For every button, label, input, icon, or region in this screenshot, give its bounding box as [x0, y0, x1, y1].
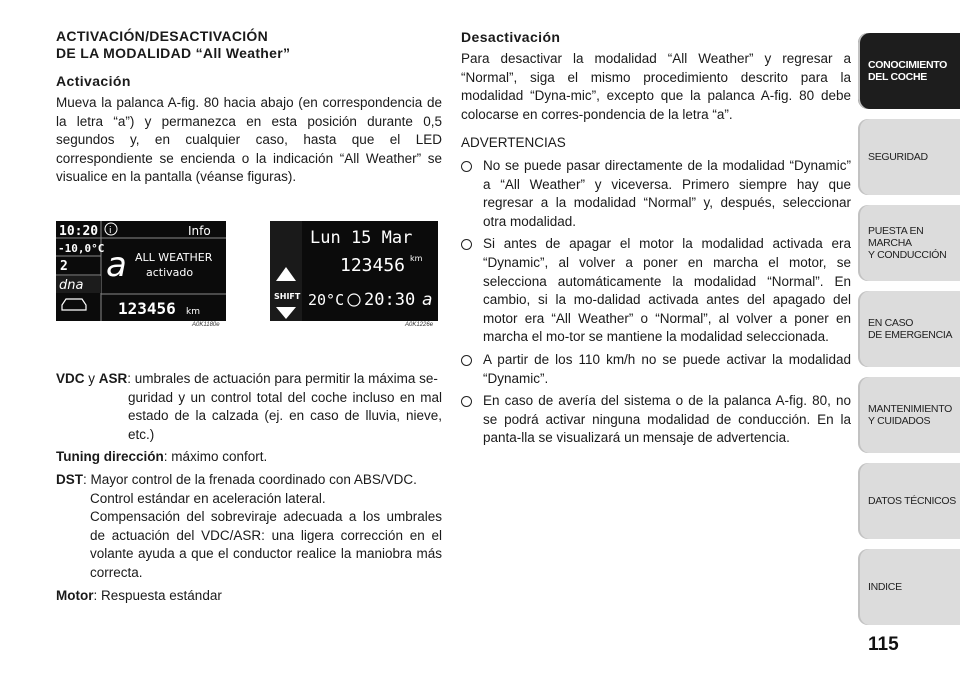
display2-temp: 20°C [308, 291, 345, 309]
svg-text:i: i [109, 226, 112, 236]
tab-conocimiento-del-coche[interactable]: CONOCIMIENTO DEL COCHE [858, 33, 960, 109]
display2-odometer: 123456 [340, 255, 406, 276]
vdc-label: VDC [56, 371, 85, 386]
display2-clock: 20:30 [364, 290, 416, 310]
display2-mode-letter: a [422, 290, 433, 310]
left-column-lower [56, 370, 442, 605]
dst-line2: Control estándar en aceleración lateral. [90, 490, 326, 506]
dst-definition [56, 471, 442, 490]
motor-text: : Respuesta estándar [93, 587, 222, 603]
tab-puesta-en-marcha[interactable]: PUESTA EN MARCHA Y CONDUCCIÓN [858, 205, 960, 281]
tab-seguridad[interactable]: SEGURIDAD [858, 119, 960, 195]
figure-code-1: A0K1180e [192, 322, 220, 328]
tab-mantenimiento[interactable]: MANTENIMIENTO Y CUIDADOS [858, 377, 960, 453]
warning-item: En caso de avería del sistema o de la palanca A-fig. 80, no se podrá activar ninguna modalidad de conducción. En la panta-lla se visualizará un mensaje de advertencia. [461, 392, 851, 448]
activation-heading: Activación [56, 73, 131, 89]
bullet-circle-icon [461, 239, 472, 250]
left-column [56, 28, 442, 187]
section-title-line1: ACTIVACIÓN/DESACTIVACIÓN [56, 28, 269, 44]
display-figure-2 [270, 221, 438, 321]
chapter-sidebar [858, 33, 960, 635]
tuning-definition [56, 448, 442, 467]
bullet-circle-icon [461, 396, 472, 407]
motor-label: Motor [56, 587, 94, 603]
bullet-circle-icon [461, 355, 472, 366]
dst-line3: Compensación del sobreviraje adecuada a los umbrales de actuación del VDC/ASR: una ligera corrección en el volante ayuda a que el conductor realice la maniobra más correcta. [90, 509, 442, 580]
display1-time: 10:20 [59, 224, 99, 239]
display2-date: Lun 15 Mar [310, 228, 413, 248]
deactivation-heading: Desactivación [461, 29, 561, 45]
dst-text: : Mayor control de la frenada coordinado con ABS/VDC. [83, 471, 417, 487]
dst-label: DST [56, 471, 83, 487]
display1-odometer: 123456 [118, 299, 176, 318]
vdc-text-continued: guridad y un control total del coche incluso en mal estado de la calzada (ej. en caso de lluvia, nieve, etc.) [128, 389, 442, 442]
deactivation-text: Para desactivar la modalidad “All Weather” y regresar a “Normal”, siga el mismo procedimiento descrito para la modalidad “Dyna-mic”, excepto que la palanca A-fig. 80 debe colocarse en corres-pondencia de la letra “a”. [461, 51, 851, 122]
asr-label: ASR [98, 371, 128, 386]
motor-definition [56, 587, 442, 606]
tab-indice[interactable]: INDICE [858, 549, 960, 625]
display2-odometer-unit: km [410, 254, 423, 263]
vdc-text: : umbrales de actuación para permitir la máxima se- [127, 371, 438, 386]
tab-en-caso-de-emergencia[interactable]: EN CASO DE EMERGENCIA [858, 291, 960, 367]
warning-item: A partir de los 110 km/h no se puede activar la modalidad “Dynamic”. [461, 351, 851, 388]
display-figure-1 [56, 221, 226, 321]
section-title-line2: DE LA MODALIDAD “All Weather” [56, 45, 291, 61]
vdc-asr-definition: VDC y ASR : umbrales de actuación para permitir la máxima se- [56, 370, 442, 389]
display1-info-label: Info [188, 224, 211, 238]
tuning-text: : máximo confort. [163, 449, 268, 465]
warning-item: Si antes de apagar el motor la modalidad activada era “Dynamic”, al volver a poner en marcha el motor, se selecciona automáticamente la modalidad “Normal”. En cambio, si la mo-dalidad activada antes del apagado del motor era “All Weather” o “Normal”, al volver a poner en marcha el mo-tor se mantiene la modalidad seleccionada. [461, 235, 851, 347]
warning-item: No se puede pasar directamente de la modalidad “Dynamic” a “All Weather” y viceversa. Primero siempre hay que regresar a la modalidad “Normal” y, después, seleccionar otra modalidad. [461, 157, 851, 231]
display2-shift-label: SHIFT [274, 292, 301, 301]
display1-odometer-unit: km [186, 307, 200, 317]
activation-text: Mueva la palanca A-fig. 80 hacia abajo (en correspondencia de la letra “a”) y permanezca en esta posición durante 0,5 segundos y, en cualquier caso, hasta que el LED correspondiente se encienda o la indicación “All Weather” se visualice en la pantalla (véanse figuras). [56, 95, 442, 185]
display1-mode-letter: a [106, 245, 127, 285]
tab-datos-tecnicos[interactable]: DATOS TÉCNICOS [858, 463, 960, 539]
bullet-circle-icon [461, 161, 472, 172]
display1-mode-title: ALL WEATHER [135, 251, 213, 264]
display1-mode-status: activado [146, 266, 194, 279]
display1-gear: 2 [60, 259, 68, 274]
tuning-label: Tuning dirección [56, 449, 164, 465]
display1-dna: dna [59, 278, 84, 293]
page-number: 115 [868, 634, 899, 655]
warnings-list [461, 157, 851, 448]
warnings-title: ADVERTENCIAS [461, 135, 566, 151]
display1-temp: -10,0°C [58, 242, 105, 255]
right-column [461, 28, 851, 452]
figure-code-2: A0K1226e [405, 322, 434, 328]
